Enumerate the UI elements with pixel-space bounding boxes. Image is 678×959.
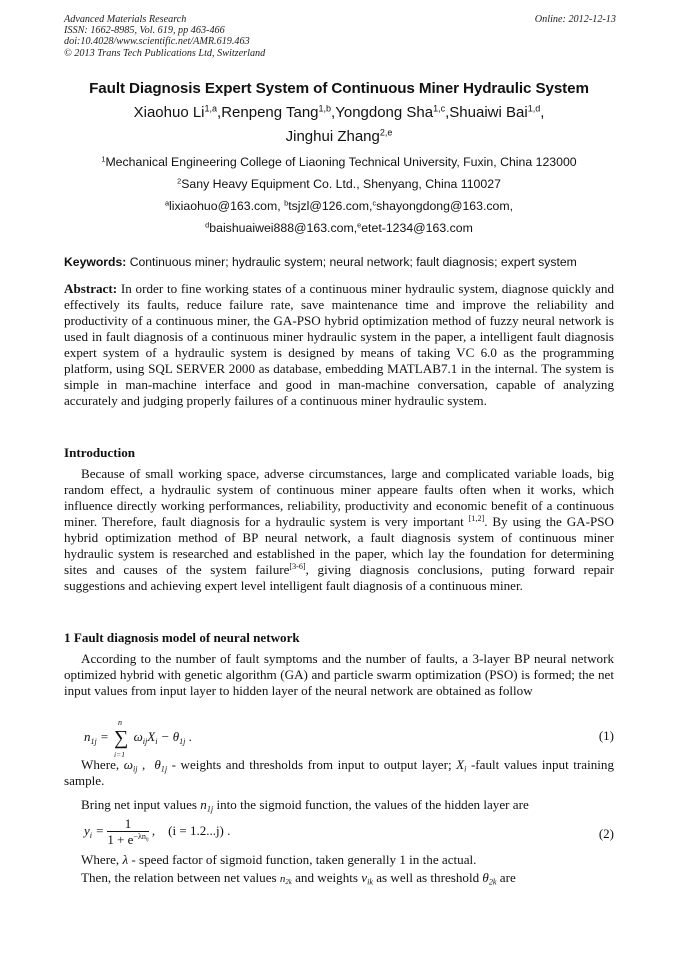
email: etet-1234@163.com: [361, 221, 473, 235]
journal-name: Advanced Materials Research: [64, 14, 187, 25]
email: lixiaohuo@163.com,: [169, 199, 285, 213]
copyright: © 2013 Trans Tech Publications Ltd, Switzerland: [64, 47, 266, 59]
section1-paragraph-3: Then, the relation between net values $n_{2k}$ and weights $v_{ik}$ as well as threshold $\theta_{2k}$ are: [81, 870, 516, 887]
author-name: Jinghui Zhang: [285, 128, 380, 145]
para-text: Bring net input values: [81, 797, 201, 812]
intro-text: , giving diagnosis conclusions, puting forward repair suggestions and achieving expert level intelligent fault diagnosis of a continuous miner.: [64, 562, 614, 593]
equation-number: (1): [598, 728, 614, 743]
introduction-paragraph: [64, 466, 614, 594]
affiliation-text: Sany Heavy Equipment Co. Ltd., Shenyang, China 110027: [181, 177, 501, 191]
author-name: Xiaohuo Li: [133, 104, 205, 121]
section1-where-1: Where, $\omega_{ij}$ , $\theta_{1j}$ - weights and thresholds from input to output layer; $X_i$ -fault values input training sample.: [64, 757, 614, 788]
author-sup: 2,e: [379, 127, 393, 138]
affiliation-1: [0, 155, 678, 169]
equation-2-body: $y_i$ = $\frac{1}{1 + e^{-\lambda n_{ij}}}$ , (i = 1.2...j) .: [84, 816, 231, 847]
author-name: Yongdong Sha: [335, 104, 434, 121]
online-date: Online: 2012-12-13: [534, 14, 616, 25]
email-sup: b: [284, 198, 289, 208]
affiliation-sup: 1: [101, 154, 106, 164]
section-heading-1: 1 Fault diagnosis model of neural network: [64, 630, 300, 645]
citation: [1,2]: [468, 514, 485, 524]
equation-condition: (i = 1.2...j) .: [168, 822, 231, 838]
para-text: and weights: [295, 870, 362, 885]
where-text: Where,: [81, 757, 124, 772]
section1-paragraph-2: Bring net input values $n_{1j}$ into the sigmoid function, the values of the hidden layer are: [81, 797, 529, 814]
email: tsjzl@126.com,: [288, 199, 373, 213]
section-heading-introduction: Introduction: [64, 445, 136, 460]
affiliation-2: [0, 177, 678, 191]
keywords: [64, 255, 624, 269]
author-sup: 1,c: [433, 103, 446, 114]
email-sup: c: [372, 198, 377, 208]
section1-paragraph-1: According to the number of fault symptoms and the number of faults, a 3-layer BP neural network optimized hybrid with genetic algorithm (GA) and particle swarm optimization (PSO) is formed; the net input values from input layer to hidden layer of the neural network are obtained as follow: [64, 651, 614, 698]
author-name: Renpeng Tang: [221, 104, 319, 121]
abstract-label: Abstract:: [64, 281, 118, 296]
equation-2: [64, 814, 614, 852]
paper-title: Fault Diagnosis Expert System of Continuous Miner Hydraulic System: [89, 80, 589, 97]
author-sup: 1,d: [527, 103, 541, 114]
intro-text: Because of small working space, adverse circumstances, large and complicated variable loads, big random effect, a hydraulic system of continuous miner appeare faults often when it works, which influence directly working performances, reliability, productivity and economic benefit of a continuous miner. Therefore, fault diagnosis for a hydraulic system is very important: [64, 466, 614, 529]
citation: [3-6]: [289, 562, 306, 572]
keywords-label: Keywords:: [64, 255, 127, 269]
email: shayongdong@163.com,: [376, 199, 514, 213]
intro-text: . By using the GA-PSO hybrid optimization method of BP neural network, a fault diagnosis system of continuous miner hydraulic system is researched and established in the paper, which lay the foundation for determining sites and causes of the system failure: [64, 514, 615, 577]
abstract: [64, 281, 614, 409]
equation-number: (2): [598, 826, 614, 841]
author-line-2: [0, 128, 678, 145]
where-text: -fault values input training sample.: [64, 757, 614, 788]
author-line-1: Xiaohuo Li$^{1,a}$,Renpeng Tang$^{1,b}$,Yongdong Sha$^{1,c}$,Shuaiwi Bai$^{1,d}$,: [133, 103, 545, 121]
email: baishuaiwei888@163.com,: [209, 221, 358, 235]
para-text: are: [499, 870, 516, 885]
journal-header: [64, 14, 616, 59]
issn: ISSN: 1662-8985, Vol. 619, pp 463-466: [64, 25, 225, 37]
equation-1-body: $n_{1j}$ = ∑ n i=1 $\omega_{ij}X_i - \theta_{1j}$ .: [84, 718, 192, 759]
para-text: Then, the relation between net values: [81, 870, 280, 885]
where-text: - weights and thresholds from input to output layer;: [167, 757, 457, 772]
where-text: Where,: [81, 852, 123, 867]
where-text: - speed factor of sigmoid function, taken generally 1 in the actual.: [128, 852, 477, 867]
keywords-text: Continuous miner; hydraulic system; neural network; fault diagnosis; expert system: [129, 255, 577, 269]
author-sup: 1,b: [318, 103, 332, 114]
section1-where-2: Where, λ - speed factor of sigmoid function, taken generally 1 in the actual.: [81, 852, 477, 867]
author-name: Shuaiwi Bai: [449, 104, 528, 121]
affiliation-sup: 2: [177, 176, 182, 186]
email-sup: a: [164, 198, 170, 208]
abstract-text: In order to fine working states of a continuous miner hydraulic system, diagnose quickly and effectively its faults, reduce failure rate, save maintenance time and improve the reliability and productivity of a continuous miner, the GA-PSO hybrid optimization method of fuzzy neural network is used in fault diagnosis of a continuous miner hydraulic system in the paper, a intelligent fault diagnosis expert system of a hydraulic system is designed by means of taking VC 6.0 as the programming platform, using SQL SERVER 2000 as database, embedding MATLAB7.1 in the internal. The system is simple in man-machine interface and good in man-machine conversation, capable of analyzing accurately and judging properly failures of a continuous miner hydraulic system.: [64, 281, 614, 408]
doi: doi:10.4028/www.scientific.net/AMR.619.463: [64, 36, 250, 48]
para-text: as well as threshold: [372, 870, 483, 885]
author-sup: 1,a: [204, 103, 218, 114]
email-line-1: [0, 199, 678, 213]
affiliation-text: Mechanical Engineering College of Liaoning Technical University, Fuxin, China 123000: [105, 155, 577, 169]
email-line-2: [0, 221, 678, 235]
equation-1: [64, 718, 614, 759]
email-sup: e: [357, 220, 362, 230]
para-text: into the sigmoid function, the values of the hidden layer are: [216, 797, 529, 812]
email-sup: d: [205, 220, 210, 230]
